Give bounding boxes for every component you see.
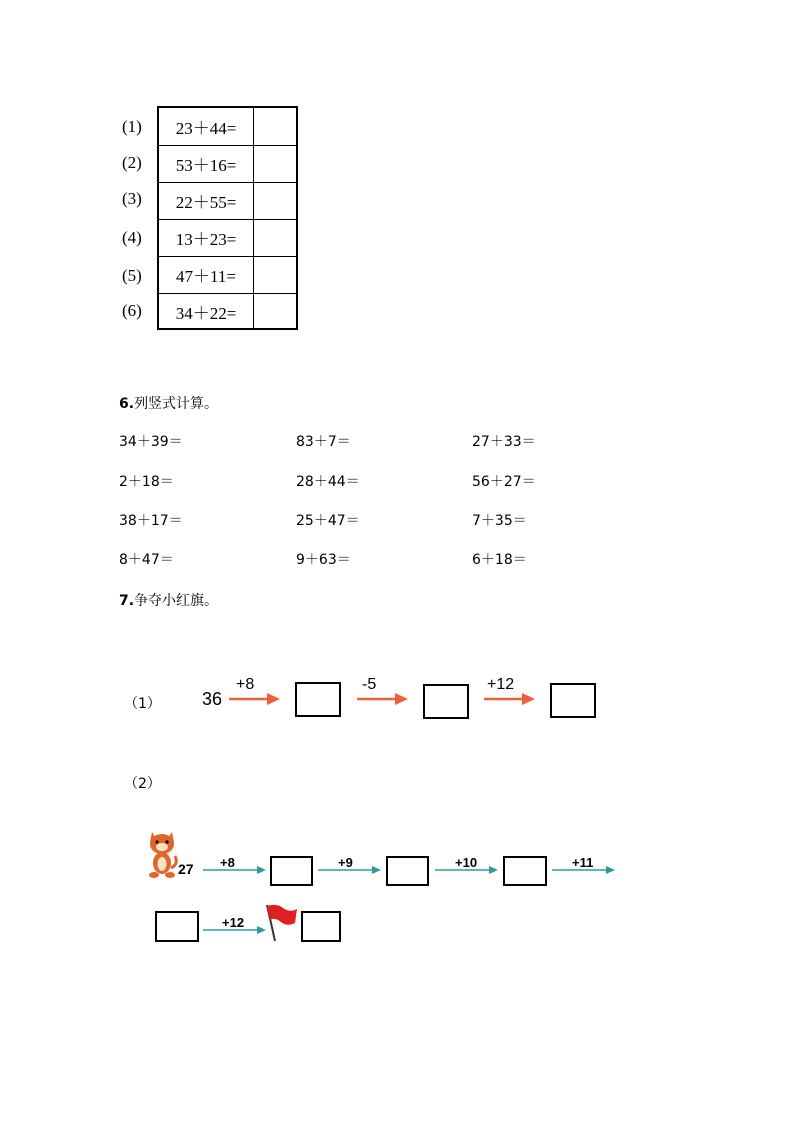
answer-box[interactable]: [386, 856, 429, 886]
table-row: [159, 293, 296, 330]
table-row: [159, 182, 296, 220]
calc-item: 25＋47＝: [296, 513, 360, 529]
teal-arrow-icon: [435, 864, 499, 876]
calc-item: 2＋18＝: [119, 474, 174, 490]
answer-box[interactable]: [155, 911, 199, 942]
operation-label: +9: [338, 855, 353, 870]
calc-item: 56＋27＝: [472, 474, 536, 490]
question-title: 争夺小红旗。: [134, 593, 219, 609]
expression-cell: 23＋44=: [159, 108, 254, 145]
answer-cell[interactable]: [254, 108, 296, 145]
answer-cell[interactable]: [254, 219, 296, 256]
operation-label: +12: [487, 676, 515, 693]
answer-cell[interactable]: [254, 256, 296, 293]
table-row: [159, 256, 296, 294]
cat-icon: [146, 830, 178, 880]
addition-table: [157, 106, 298, 330]
orange-arrow-icon: [484, 692, 536, 706]
part-label: （1）: [124, 696, 161, 712]
question-number: 6.: [119, 396, 135, 412]
table-row: [159, 145, 296, 183]
calc-item: 38＋17＝: [119, 513, 183, 529]
answer-box[interactable]: [301, 911, 341, 942]
row-label: (2): [122, 153, 142, 172]
answer-box[interactable]: [503, 856, 547, 886]
row-label: (1): [122, 117, 142, 136]
answer-cell[interactable]: [254, 145, 296, 182]
table-row: [159, 108, 296, 146]
teal-arrow-icon: [552, 864, 616, 876]
answer-box[interactable]: [295, 682, 341, 717]
row-label: (5): [122, 266, 142, 285]
teal-arrow-icon: [203, 924, 267, 936]
question-7-heading: [119, 590, 218, 610]
red-flag-icon: [263, 903, 299, 943]
row-label: (6): [122, 301, 142, 320]
operation-label: +8: [220, 855, 235, 870]
operation-label: +10: [455, 855, 478, 870]
calc-item: 34＋39＝: [119, 434, 183, 450]
calc-item: 8＋47＝: [119, 552, 174, 568]
calc-item: 9＋63＝: [296, 552, 351, 568]
question-number: 7.: [119, 593, 135, 609]
calc-item: 27＋33＝: [472, 434, 536, 450]
operation-label: -5: [362, 676, 377, 693]
start-number: 36: [202, 689, 223, 709]
answer-box[interactable]: [550, 683, 596, 718]
expression-cell: 34＋22=: [159, 293, 254, 330]
expression-cell: 13＋23=: [159, 219, 254, 256]
orange-arrow-icon: [357, 692, 409, 706]
start-number: 27: [178, 861, 194, 877]
expression-cell: 53＋16=: [159, 145, 254, 182]
calc-item: 6＋18＝: [472, 552, 527, 568]
operation-label: +12: [222, 915, 245, 930]
expression-cell: 22＋55=: [159, 182, 254, 219]
answer-cell[interactable]: [254, 182, 296, 219]
question-title: 列竖式计算。: [134, 396, 219, 412]
part-label: （2）: [124, 776, 161, 792]
answer-box[interactable]: [423, 684, 469, 719]
table-row: [159, 219, 296, 257]
teal-arrow-icon: [318, 864, 382, 876]
row-label: (3): [122, 189, 142, 208]
teal-arrow-icon: [203, 864, 267, 876]
row-label: (4): [122, 228, 142, 247]
operation-label: +8: [236, 676, 255, 693]
answer-box[interactable]: [270, 856, 313, 886]
expression-cell: 47＋11=: [159, 256, 254, 293]
calc-item: 28＋44＝: [296, 474, 360, 490]
answer-cell[interactable]: [254, 293, 296, 330]
calc-item: 7＋35＝: [472, 513, 527, 529]
calc-item: 83＋7＝: [296, 434, 351, 450]
operation-label: +11: [572, 855, 594, 870]
question-6-heading: [119, 393, 218, 413]
orange-arrow-icon: [229, 692, 281, 706]
